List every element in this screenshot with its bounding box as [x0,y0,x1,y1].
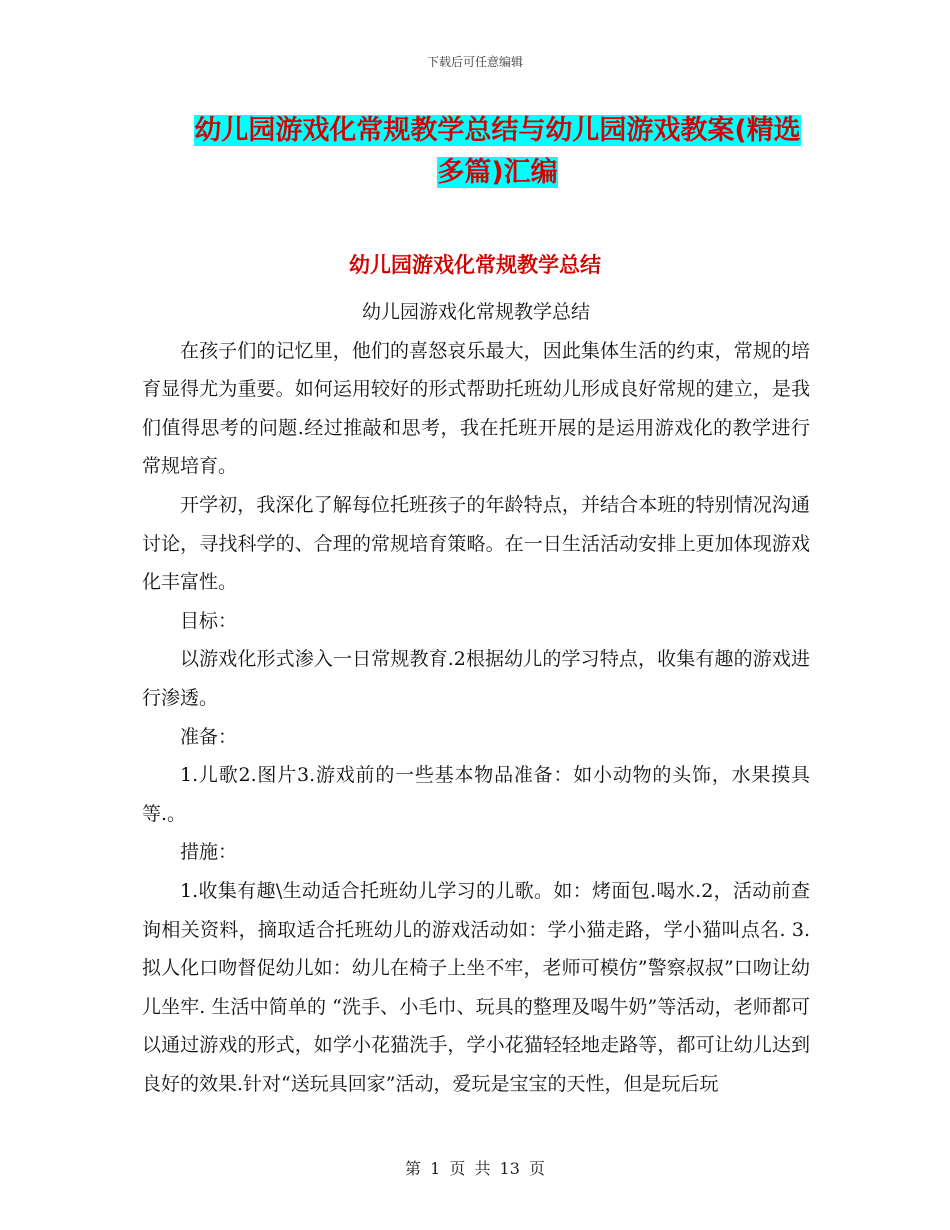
paragraph-semester-start: 开学初，我深化了解每位托班孩子的年龄特点，并结合本班的特别情况沟通讨论，寻找科学的、合理的常规培育策略。在一日生活活动安排上更加体现游戏化丰富性。 [142,493,810,594]
heading-preparation: 准备： [180,725,238,748]
header-note: 下载后可任意编辑 [426,55,523,69]
section-title: 幼儿园游戏化常规教学总结 [349,253,601,277]
paragraph-preparation: 1.儿歌2.图片3.游戏前的一些基本物品准备：如小动物的头饰，水果摸具等.。 [142,764,810,825]
paragraph-intro: 在孩子们的记忆里，他们的喜怒哀乐最大，因此集体生活的约束，常规的培育显得尤为重要。如何运用较好的形式帮助托班幼儿形成良好常规的建立，是我们值得思考的问题.经过推敲和思考，我在托班开展的是运用游戏化的教学进行常规培育。 [142,339,810,478]
page-footer: 第 1 页 共 13 页 [405,1159,545,1178]
document-title-text: 幼儿园游戏化常规教学总结与幼儿园游戏教案(精选多篇)汇编 [194,115,801,188]
heading-goals: 目标： [180,609,238,632]
paragraph-goals: 以游戏化形式渗入一日常规教育.2根据幼儿的学习特点，收集有趣的游戏进行渗透。 [142,648,810,709]
heading-measures: 措施： [180,841,238,864]
document-title [185,110,810,194]
document-body [142,293,810,1103]
paragraph-measures: 1.收集有趣\生动适合托班幼儿学习的儿歌。如：烤面包.喝水.2，活动前查询相关资料，摘取适合托班幼儿的游戏活动如：学小猫走路，学小猫叫点名. 3.拟人化口吻督促幼儿如：幼儿在椅子上坐不牢，老师可模仿”警察叔叔”口吻让幼儿坐牢. 生活中简单的 “洗手、小毛巾、玩具的整理及喝牛奶”等活动，老师都可以通过游戏的形式，如学小花猫洗手，学小花猫轻轻地走路等，都可让幼儿达到良好的效果.针对“送玩具回家”活动，爱玩是宝宝的天性，但是玩后玩 [142,879,810,1095]
body-subtitle: 幼儿园游戏化常规教学总结 [361,301,590,323]
